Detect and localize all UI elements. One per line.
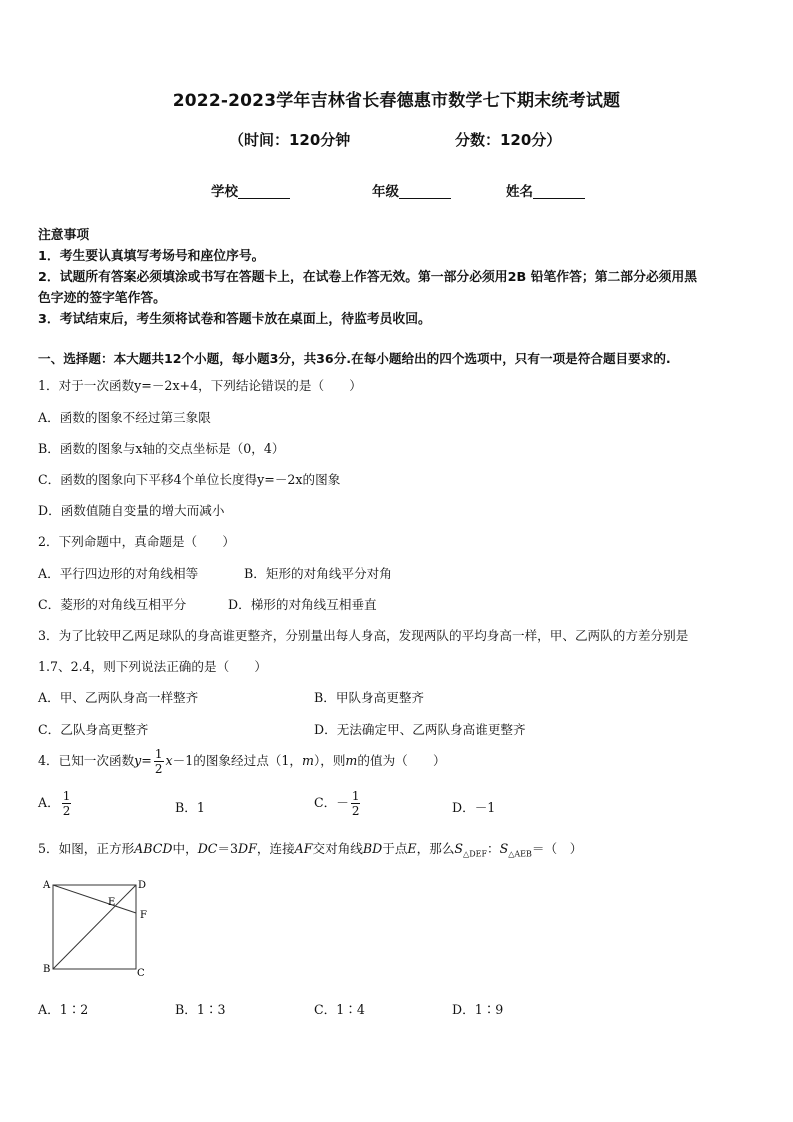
exam-score: 分数：120分） bbox=[455, 131, 562, 149]
q5-mid3: 交对角线 bbox=[312, 841, 363, 856]
grade-label: 年级 bbox=[372, 184, 399, 200]
q3-stem-cont: 1.7、2.4，则下列说法正确的是（ ） bbox=[38, 659, 267, 674]
q3-option-b: B．甲队身高更整齐 bbox=[314, 690, 425, 705]
q4-fraction bbox=[154, 748, 164, 775]
notice-item-1: 1．考生要认真填写考场号和座位序号。 bbox=[38, 249, 265, 264]
q5-mid4: 于点 bbox=[382, 841, 408, 856]
q2-option-b: B．矩形的对角线平分对角 bbox=[244, 566, 392, 581]
q2-option-d: D．梯形的对角线互相垂直 bbox=[228, 597, 377, 612]
q2-option-a: A．平行四边形的对角线相等 bbox=[38, 566, 199, 581]
q4-minus-one: －1 bbox=[172, 753, 194, 768]
q4-c-num: 1 bbox=[351, 789, 360, 803]
q4-var-x: x bbox=[165, 753, 173, 768]
q4-option-a bbox=[38, 786, 73, 820]
q5-mid1: 中， bbox=[172, 841, 198, 856]
q4-stem-tail: 的值为（ ） bbox=[357, 753, 446, 768]
q4-c-den: 2 bbox=[351, 804, 360, 818]
label-f: F bbox=[140, 910, 147, 921]
page-title: 2022-2023学年吉林省长春德惠市数学七下期末统考试题 bbox=[172, 91, 621, 111]
q5-option-b: B．1∶3 bbox=[175, 1002, 226, 1017]
notice-item-2-cont: 色字迹的签字笔作答。 bbox=[38, 291, 166, 306]
q4-var-y: y bbox=[134, 753, 142, 768]
q5-end: ＝（ ） bbox=[531, 841, 583, 856]
school-field bbox=[211, 180, 290, 200]
q4-option-a-fraction bbox=[62, 790, 72, 817]
q4-option-b: B．1 bbox=[175, 800, 205, 815]
q2-option-c: C．菱形的对角线互相平分 bbox=[38, 597, 187, 612]
diagonal-bd bbox=[53, 885, 136, 969]
q4-var-m2: m bbox=[345, 753, 358, 768]
school-label: 学校 bbox=[211, 184, 238, 200]
q5-s2: S bbox=[499, 841, 509, 856]
label-d: D bbox=[138, 880, 147, 891]
q4-a-num: 1 bbox=[62, 789, 71, 803]
label-e: E bbox=[108, 897, 116, 908]
label-b: B bbox=[43, 964, 51, 975]
q4-stem bbox=[38, 744, 446, 778]
q4-stem-post: 的图象经过点（1， bbox=[193, 753, 302, 768]
q5-mid2: ，连接 bbox=[256, 841, 295, 856]
notice-heading: 注意事项 bbox=[38, 228, 90, 243]
notice-item-2: 2．试题所有答案必须填涂或书写在答题卡上，在试卷上作答无效。第一部分必须用2B 铅笔作答；第二部分必须用黑 bbox=[38, 270, 698, 285]
q5-e: E bbox=[407, 841, 417, 856]
q5-option-d: D．1∶9 bbox=[452, 1002, 504, 1017]
q3-option-c: C．乙队身高更整齐 bbox=[38, 722, 149, 737]
q5-sub1: △DEF bbox=[463, 849, 488, 859]
q4-frac-num: 1 bbox=[154, 747, 163, 761]
q5-option-a: A．1∶2 bbox=[38, 1002, 89, 1017]
q4-frac-den: 2 bbox=[154, 762, 163, 776]
q5-colon: ： bbox=[487, 841, 500, 856]
label-c: C bbox=[137, 968, 145, 979]
q5-af: AF bbox=[294, 841, 313, 856]
label-a: A bbox=[43, 880, 51, 891]
q4-option-d: D．－1 bbox=[452, 800, 496, 815]
q5-eq: ＝3 bbox=[217, 841, 239, 856]
q4-stem-end: ），则 bbox=[313, 753, 346, 768]
q5-mid5: ，那么 bbox=[416, 841, 455, 856]
q5-square-figure bbox=[36, 872, 156, 982]
name-label: 姓名 bbox=[506, 184, 533, 200]
q3-option-d: D．无法确定甲、乙两队身高谁更整齐 bbox=[314, 722, 526, 737]
q3-option-a: A．甲、乙两队身高一样整齐 bbox=[38, 690, 199, 705]
q5-df: DF bbox=[238, 841, 257, 856]
q4-var-m: m bbox=[301, 753, 314, 768]
q1-option-c: C．函数的图象向下平移4个单位长度得y=－2x的图象 bbox=[38, 472, 341, 487]
q4-a-den: 2 bbox=[62, 804, 71, 818]
section-heading: 一、选择题：本大题共12个小题，每小题3分，共36分.在每小题给出的四个选项中，只有一项是符合题目要求的. bbox=[38, 351, 671, 366]
name-blank bbox=[533, 184, 585, 199]
q5-option-c: C．1∶4 bbox=[314, 1002, 365, 1017]
q4-option-c bbox=[314, 786, 362, 820]
q1-option-b: B．函数的图象与x轴的交点坐标是（0，4） bbox=[38, 441, 285, 456]
q5-bd: BD bbox=[362, 841, 383, 856]
exam-time: （时间：120分钟 bbox=[229, 131, 351, 149]
q1-option-a: A．函数的图象不经过第三象限 bbox=[38, 410, 211, 425]
q5-stem bbox=[38, 838, 582, 859]
q4-option-c-label: C．－ bbox=[314, 795, 349, 810]
grade-field bbox=[372, 180, 451, 200]
segment-af bbox=[53, 885, 136, 913]
notice-item-3: 3．考试结束后，考生须将试卷和答题卡放在桌面上，待监考员收回。 bbox=[38, 312, 431, 327]
q3-stem: 3．为了比较甲乙两足球队的身高谁更整齐，分别量出每人身高，发现两队的平均身高一样，甲、乙两队的方差分别是 bbox=[38, 628, 689, 643]
q5-s1: S bbox=[454, 841, 464, 856]
q2-stem: 2．下列命题中，真命题是（ ） bbox=[38, 534, 235, 549]
name-field bbox=[506, 180, 585, 200]
school-blank bbox=[238, 184, 290, 199]
q5-dc: DC bbox=[197, 841, 218, 856]
q4-stem-pre: 4．已知一次函数 bbox=[38, 753, 135, 768]
q4-equals: = bbox=[141, 753, 152, 768]
q5-stem-pre: 5．如图，正方形 bbox=[38, 841, 135, 856]
grade-blank bbox=[399, 184, 451, 199]
q4-option-c-fraction bbox=[351, 790, 361, 817]
q5-abcd: ABCD bbox=[134, 841, 173, 856]
q1-stem: 1．对于一次函数y=－2x+4，下列结论错误的是（ ） bbox=[38, 378, 362, 393]
q5-sub2: △AEB bbox=[508, 849, 532, 859]
q1-option-d: D．函数值随自变量的增大而减小 bbox=[38, 503, 225, 518]
q4-option-a-label: A． bbox=[38, 795, 60, 810]
